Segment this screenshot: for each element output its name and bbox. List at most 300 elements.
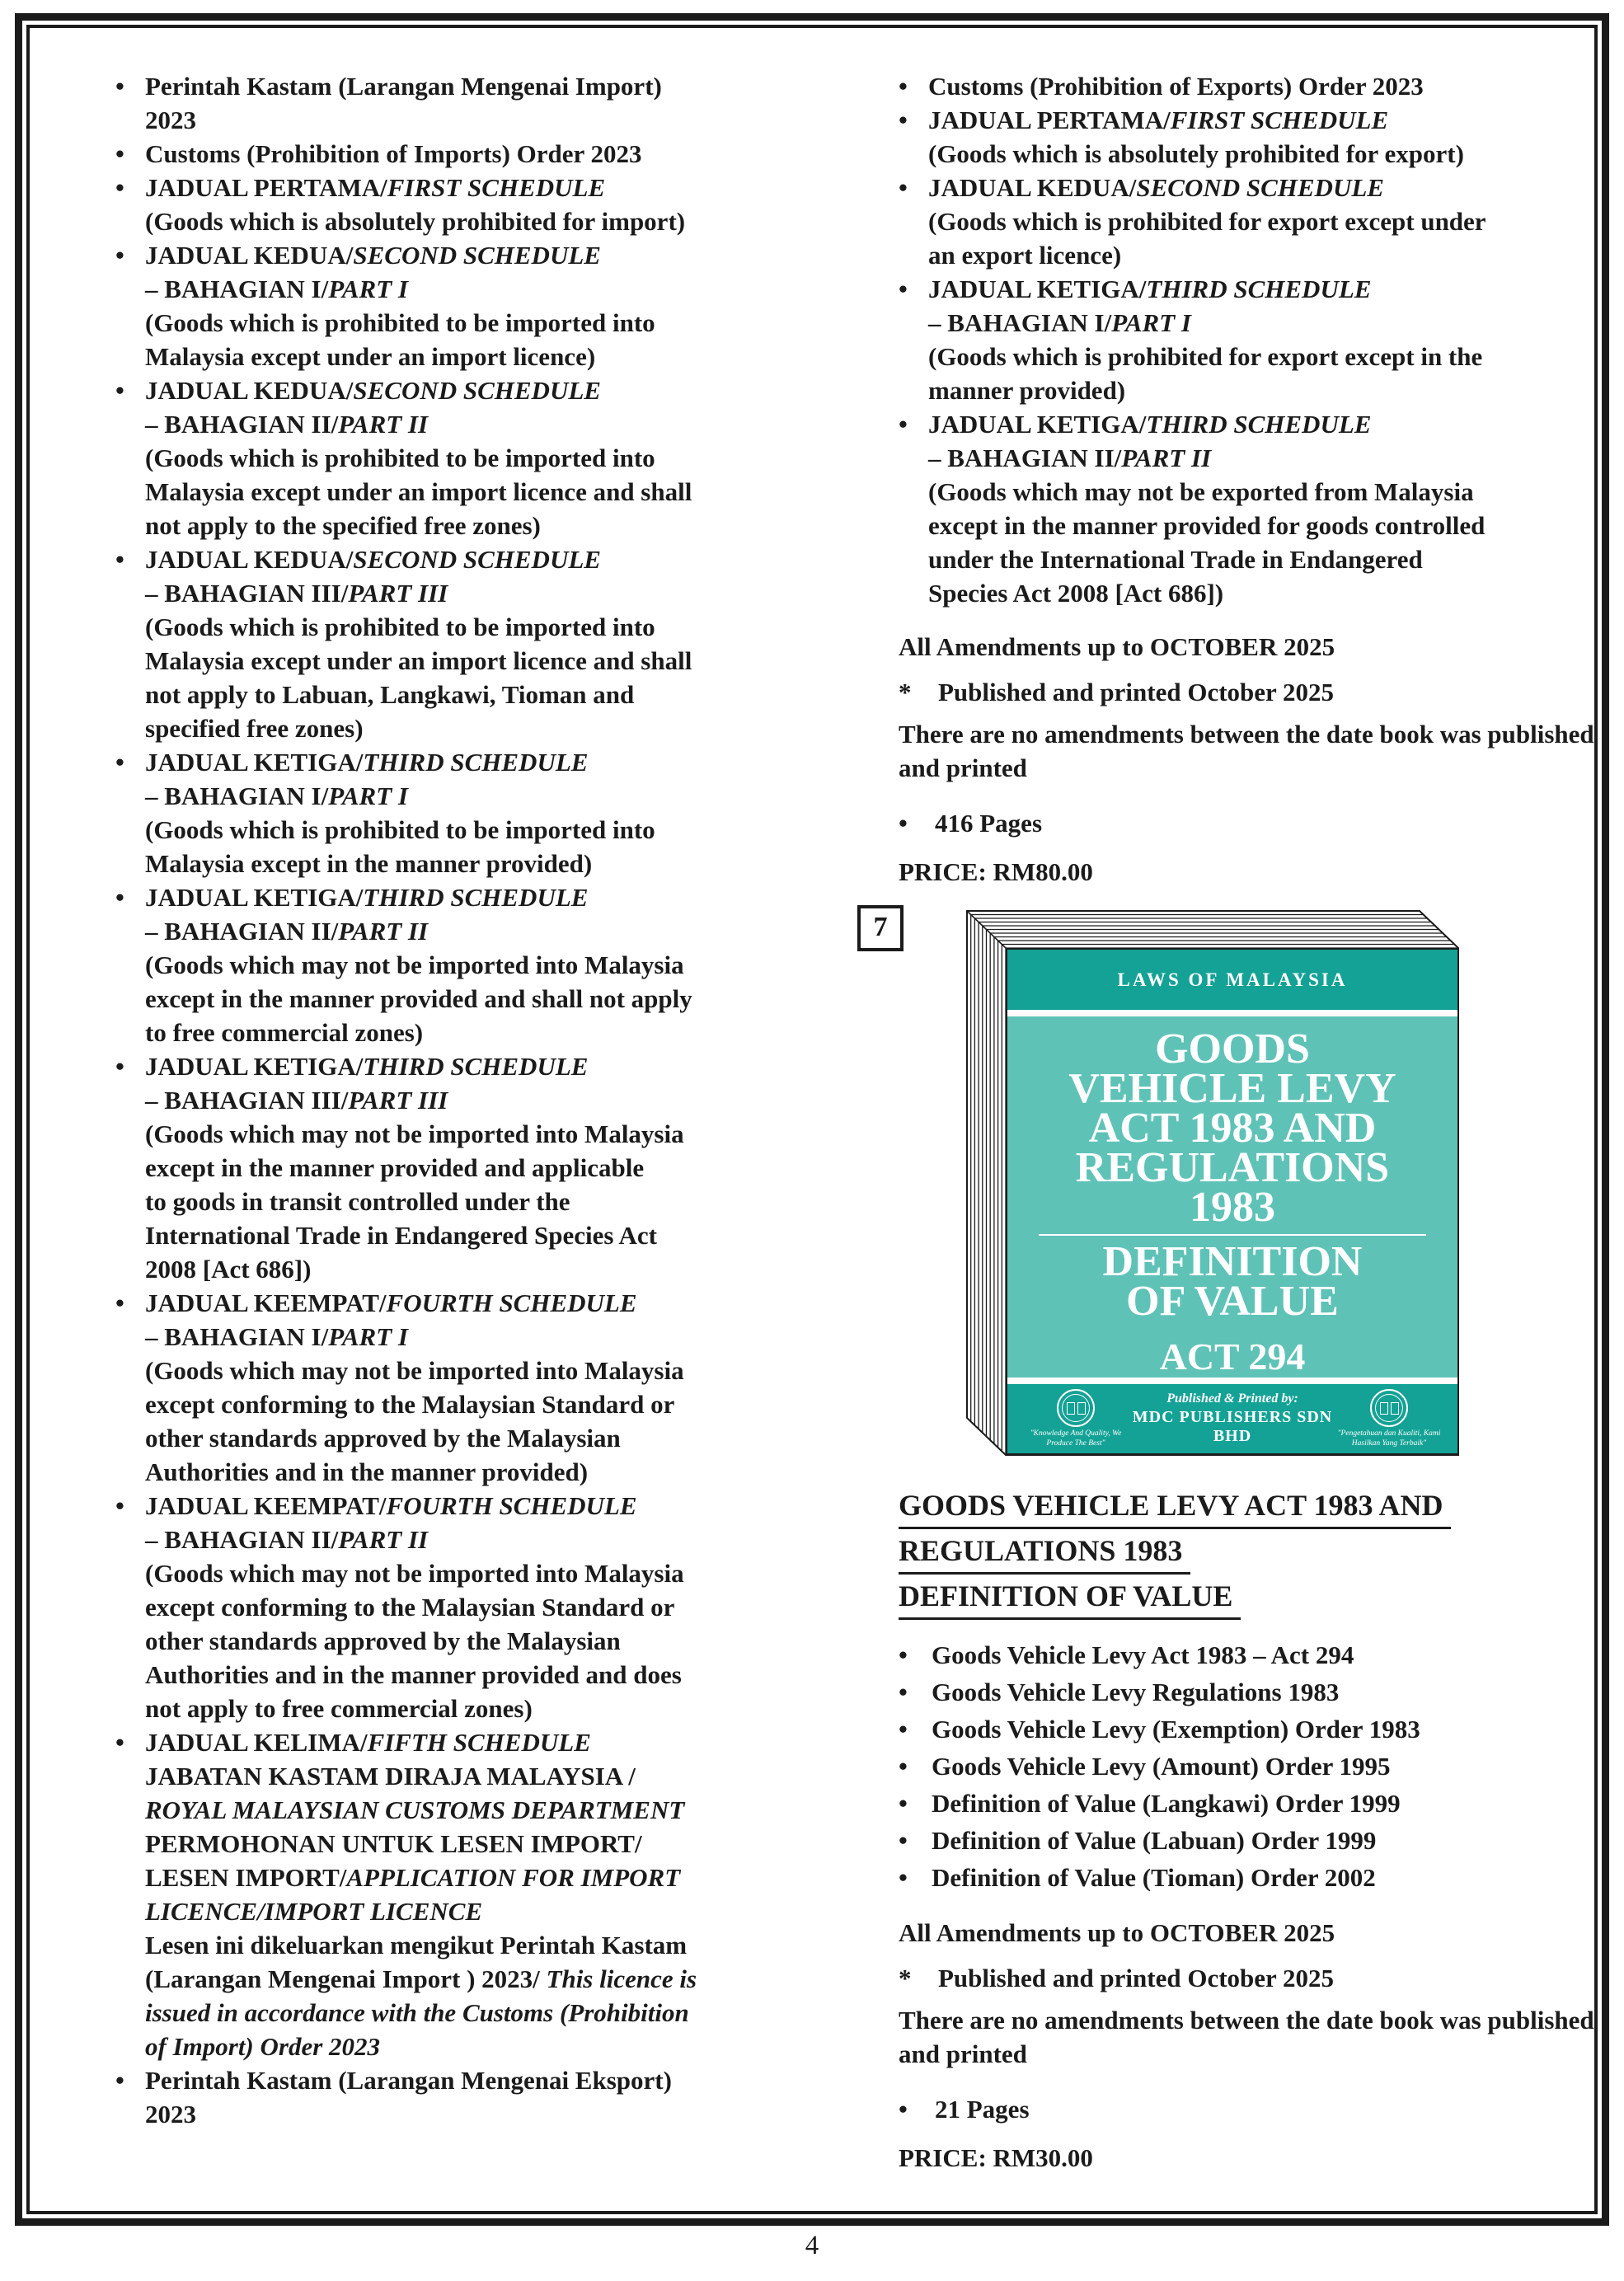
text-run: – BAHAGIAN II/ (145, 917, 339, 946)
text-run: JADUAL KEEMPAT/ (145, 1288, 387, 1317)
amendments-note: All Amendments up to OCTOBER 2025 (899, 1918, 1335, 1947)
text-run: JADUAL KELIMA/ (145, 1728, 368, 1757)
bullet-marker: • (899, 275, 908, 303)
text-run: 2023 (145, 2100, 196, 2128)
text-line (145, 1624, 812, 1658)
text-run: specified free zones) (145, 714, 364, 743)
text-line (145, 1894, 812, 1928)
text-line (928, 272, 1599, 306)
list-item-text (928, 171, 1599, 272)
bullet-marker: • (115, 1288, 124, 1317)
text-run: FIFTH SCHEDULE (367, 1728, 591, 1757)
text-run: Species Act 2008 [Act 686]) (928, 579, 1224, 608)
text-run: Perintah Kastam (Larangan Mengenai Import) (145, 72, 662, 101)
cover-title-line: 1983 (1190, 1184, 1275, 1231)
bullet-marker: • (115, 1052, 124, 1081)
product-contents-list (899, 1636, 1599, 1896)
text-line (145, 745, 812, 779)
text-line (145, 880, 812, 914)
text-line (145, 1117, 812, 1151)
text-run: THIRD SCHEDULE (1146, 410, 1372, 439)
cover-title-line: GOODS (1155, 1026, 1310, 1072)
no-amendments-note: There are no amendments between the date book was published and printed (899, 720, 1594, 782)
text-run: of Import) Order 2023 (145, 2032, 381, 2061)
text-run: to free commercial zones) (145, 1018, 424, 1047)
text-run: Authorities and in the manner provided and does (145, 1660, 682, 1689)
text-run: JADUAL KEDUA/ (928, 173, 1137, 202)
text-run: – BAHAGIAN III/ (145, 579, 349, 608)
text-line (928, 137, 1599, 171)
bullet-marker: • (115, 748, 124, 777)
bullet-marker: • (115, 883, 124, 912)
text-run: not apply to the specified free zones) (145, 511, 541, 540)
text-run: manner provided) (928, 376, 1126, 405)
text-line (928, 171, 1599, 204)
text-run: not apply to free commercial zones) (145, 1694, 533, 1723)
list-item-text (145, 1489, 812, 1725)
text-line (145, 171, 812, 204)
product-heading-line (899, 1575, 1599, 1620)
right-column (899, 69, 1599, 889)
text-run: THIRD SCHEDULE (363, 748, 589, 777)
text-run: PERMOHONAN UNTUK LESEN IMPORT/ (145, 1829, 642, 1858)
text-line (145, 1692, 812, 1725)
page-number: 4 (805, 2231, 819, 2260)
cover-series-band (1007, 950, 1457, 1010)
list-item (115, 171, 812, 238)
list-item-text: Goods Vehicle Levy Regulations 1983 (932, 1678, 1340, 1706)
list-item-text (928, 69, 1599, 103)
product-heading-text: GOODS VEHICLE LEVY ACT 1983 AND (899, 1484, 1451, 1529)
bullet-marker: • (115, 241, 124, 270)
text-run: FOURTH SCHEDULE (386, 1288, 637, 1317)
bullet-marker: • (899, 2095, 908, 2124)
bullet-marker: • (899, 809, 908, 838)
text-line (145, 1590, 812, 1624)
book-glyph-icon (1067, 1402, 1075, 1415)
list-item (115, 373, 812, 542)
bullet-marker: • (899, 1752, 908, 1781)
text-line (145, 1962, 812, 1996)
publisher-logo-left (1022, 1389, 1129, 1448)
logo-caption-right: "Pengetahuan dan Kualiti, Kami Hasilkan Yang Terbaik" (1337, 1429, 1441, 1448)
left-column (115, 69, 812, 2131)
product-heading-line (899, 1484, 1599, 1529)
list-item (899, 1822, 1599, 1859)
bullet-marker: • (115, 545, 124, 574)
text-run: PART I (328, 1322, 408, 1351)
logo-caption-left: "Knowledge And Quality, We Produce The Best" (1030, 1429, 1122, 1448)
list-item (115, 238, 812, 373)
text-run: (Larangan Mengenai Import ) 2023/ (145, 1964, 547, 1993)
price-label: PRICE: RM30.00 (899, 2143, 1093, 2172)
product-description (899, 1484, 1599, 2175)
text-line (928, 509, 1599, 542)
list-item (899, 1673, 1599, 1711)
text-line (145, 1016, 812, 1049)
text-run: International Trade in Endangered Species Act (145, 1221, 657, 1250)
bullet-marker: • (899, 1826, 908, 1855)
list-item-text (928, 103, 1599, 171)
text-line (145, 1523, 812, 1556)
text-run: other standards approved by the Malaysian (145, 1424, 621, 1453)
text-line (145, 1354, 812, 1387)
text-run: – BAHAGIAN II/ (928, 444, 1122, 472)
list-item-text (145, 171, 812, 238)
text-run: (Goods which is prohibited for export except in the (928, 342, 1483, 371)
text-run: JADUAL KETIGA/ (928, 275, 1147, 303)
text-line (928, 475, 1599, 509)
product-heading-text: DEFINITION OF VALUE (899, 1575, 1241, 1620)
list-item-text (145, 542, 812, 745)
text-line (928, 542, 1599, 576)
text-line (145, 1793, 812, 1827)
text-line (145, 103, 812, 137)
text-run: JADUAL KEDUA/ (145, 376, 354, 405)
publisher-label: Published & Printed by: (1166, 1392, 1298, 1406)
cover-body (1007, 1016, 1457, 1378)
text-line (928, 340, 1599, 373)
text-run: SECOND SCHEDULE (1136, 173, 1384, 202)
list-item (115, 69, 812, 137)
bullet-marker: • (115, 2066, 124, 2095)
list-item-text (145, 1725, 812, 2063)
text-run: SECOND SCHEDULE (353, 545, 601, 574)
published-note-text: Published and printed October 2025 (938, 1964, 1335, 1992)
text-run: an export licence) (928, 241, 1122, 270)
list-item-text (928, 272, 1599, 407)
text-run: Malaysia except under an import licence and shall (145, 646, 692, 675)
list-item (115, 1049, 812, 1286)
text-line (928, 576, 1599, 610)
text-run: (Goods which is prohibited to be imported into (145, 444, 655, 472)
text-line (145, 914, 812, 948)
text-line (928, 441, 1599, 475)
cover-separator (1007, 1010, 1457, 1016)
text-line (145, 204, 812, 238)
text-line (145, 576, 812, 610)
text-run: Malaysia except under an import licence) (145, 342, 596, 371)
text-run: 2008 [Act 686]) (145, 1255, 312, 1284)
text-run: JADUAL KEEMPAT/ (145, 1491, 387, 1520)
text-line (145, 1421, 812, 1455)
product-heading (899, 1484, 1599, 1620)
book-cover (1006, 948, 1459, 1455)
text-run: (Goods which may not be imported into Malaysia (145, 1559, 684, 1588)
list-item (115, 2063, 812, 2131)
list-item-text (145, 1286, 812, 1489)
cover-title-line: ACT 1983 AND (1088, 1105, 1377, 1152)
mdc-books-icon (1057, 1389, 1095, 1427)
no-amendments-note: There are no amendments between the date book was published and printed (899, 2006, 1594, 2068)
text-run: (Goods which is prohibited for export except under (928, 207, 1486, 236)
text-run: – BAHAGIAN I/ (145, 781, 329, 810)
text-run: except in the manner provided for goods controlled (928, 511, 1486, 540)
book-glyph-icon (1391, 1402, 1399, 1415)
text-line (145, 1556, 812, 1590)
text-run: JADUAL KEDUA/ (145, 545, 354, 574)
text-line (145, 542, 812, 576)
text-line (928, 373, 1599, 407)
text-line (145, 1455, 812, 1489)
text-line (145, 238, 812, 272)
text-line (145, 373, 812, 407)
cover-rule (1039, 1234, 1426, 1236)
text-run: under the International Trade in Endangered (928, 545, 1423, 574)
text-run: FOURTH SCHEDULE (386, 1491, 637, 1520)
published-note (899, 675, 1599, 709)
text-line (145, 2063, 812, 2097)
list-item (899, 1636, 1599, 1673)
list-item (115, 1489, 812, 1725)
list-item-text (145, 238, 812, 373)
text-line (928, 204, 1599, 238)
page-count-text: 21 Pages (935, 2095, 1030, 2124)
bullet-marker: • (115, 1491, 124, 1520)
text-run: – BAHAGIAN I/ (145, 275, 329, 303)
text-run: PART I (328, 781, 408, 810)
text-line (145, 1387, 812, 1421)
text-line (145, 644, 812, 678)
text-run: THIRD SCHEDULE (1146, 275, 1372, 303)
text-line (145, 1218, 812, 1252)
text-line (145, 1151, 812, 1185)
text-line (145, 1658, 812, 1692)
list-item-text: Definition of Value (Labuan) Order 1999 (932, 1826, 1377, 1855)
text-line (145, 1759, 812, 1793)
text-line (145, 948, 812, 982)
text-run: – BAHAGIAN III/ (145, 1086, 349, 1115)
text-run: issued in accordance with the Customs (Prohibition (145, 1998, 689, 2027)
text-run: FIRST SCHEDULE (387, 173, 606, 202)
list-item (115, 745, 812, 880)
text-run: LICENCE/IMPORT LICENCE (145, 1897, 483, 1926)
text-run: APPLICATION FOR IMPORT (346, 1863, 681, 1892)
list-item-text (145, 69, 812, 137)
bullet-marker: • (115, 376, 124, 405)
text-run: to goods in transit controlled under the (145, 1187, 570, 1216)
text-line (145, 847, 812, 880)
bullet-marker: • (115, 1728, 124, 1757)
text-run: JADUAL KETIGA/ (145, 748, 364, 777)
list-item-text: Goods Vehicle Levy Act 1983 – Act 294 (932, 1640, 1354, 1669)
text-run: THIRD SCHEDULE (363, 1052, 589, 1081)
list-item-text: Definition of Value (Tioman) Order 2002 (932, 1863, 1376, 1892)
text-line (145, 69, 812, 103)
text-run: THIRD SCHEDULE (363, 883, 589, 912)
list-item-text (928, 407, 1599, 610)
publisher-logo-right (1335, 1389, 1443, 1448)
catalog-number-box: 7 (857, 905, 904, 951)
text-run: PART III (348, 1086, 448, 1115)
bullet-marker: • (899, 1678, 908, 1706)
list-item-text (145, 880, 812, 1049)
list-item (115, 542, 812, 745)
cover-subtitle-line: OF VALUE (1126, 1278, 1339, 1325)
text-line (145, 813, 812, 847)
text-line (145, 678, 812, 711)
list-item-text (145, 2063, 812, 2131)
list-item-text (145, 1049, 812, 1286)
cover-subtitle-line: DEFINITION (1102, 1238, 1363, 1285)
page-count (899, 2092, 1599, 2126)
text-line (928, 238, 1599, 272)
list-item (899, 272, 1599, 407)
text-run: PART II (338, 1525, 429, 1554)
text-run: JADUAL KETIGA/ (145, 883, 364, 912)
text-run: JADUAL PERTAMA/ (928, 106, 1171, 134)
list-item-text: Definition of Value (Langkawi) Order 1999 (932, 1789, 1401, 1818)
text-line (145, 509, 812, 542)
price-label: PRICE: RM80.00 (899, 857, 1093, 886)
text-line (145, 1996, 812, 2030)
text-run: JADUAL KEDUA/ (145, 241, 354, 270)
text-run: JABATAN KASTAM DIRAJA MALAYSIA / (145, 1762, 636, 1791)
list-item-text (145, 745, 812, 880)
text-run: Malaysia except under an import licence and shall (145, 477, 692, 506)
cover-series-title: LAWS OF MALAYSIA (1117, 969, 1348, 990)
text-run: Perintah Kastam (Larangan Mengenai Eksport) (145, 2066, 672, 2095)
text-run: Customs (Prohibition of Imports) Order 2023 (145, 139, 642, 168)
list-item (115, 1286, 812, 1489)
text-line (145, 779, 812, 813)
text-line (145, 1320, 812, 1354)
text-run: PART II (1121, 444, 1212, 472)
list-item (115, 137, 812, 171)
bullet-marker: • (115, 173, 124, 202)
text-line (928, 103, 1599, 137)
text-line (145, 340, 812, 373)
text-line (145, 1928, 812, 1962)
text-run: (Goods which is prohibited to be imported into (145, 612, 655, 641)
list-item (899, 1785, 1599, 1822)
text-line (145, 1827, 812, 1861)
bullet-marker: • (115, 72, 124, 101)
text-run: except conforming to the Malaysian Standard or (145, 1390, 675, 1419)
cover-title (1007, 1026, 1457, 1231)
text-run: (Goods which may not be imported into Malaysia (145, 950, 684, 979)
list-item (115, 880, 812, 1049)
text-run: (Goods which is prohibited to be imported into (145, 308, 655, 337)
text-run: ROYAL MALAYSIAN CUSTOMS DEPARTMENT (145, 1795, 685, 1824)
text-run: – BAHAGIAN I/ (928, 308, 1112, 337)
text-run: (Goods which is absolutely prohibited for import) (145, 207, 686, 236)
bullet-marker: • (899, 1715, 908, 1744)
text-line (145, 306, 812, 340)
bullet-marker: • (899, 1640, 908, 1669)
text-line (145, 272, 812, 306)
text-run: (Goods which may not be imported into Malaysia (145, 1356, 684, 1385)
list-item-text (145, 373, 812, 542)
bullet-marker: • (899, 1789, 908, 1818)
right-column-items (899, 69, 1599, 610)
bullet-marker: • (115, 139, 124, 168)
cover-act-number: ACT 294 (1159, 1335, 1306, 1378)
text-line (145, 982, 812, 1016)
page-count (899, 806, 1599, 840)
text-run: SECOND SCHEDULE (353, 241, 601, 270)
text-run: This licence is (546, 1964, 697, 1993)
text-line (145, 137, 812, 171)
list-item (899, 1859, 1599, 1896)
list-item (899, 1711, 1599, 1748)
text-run: JADUAL KETIGA/ (928, 410, 1147, 439)
list-item-text: Goods Vehicle Levy (Exemption) Order 1983 (932, 1715, 1420, 1744)
cover-title-line: VEHICLE LEVY (1068, 1065, 1396, 1112)
text-run: SECOND SCHEDULE (353, 376, 601, 405)
text-line (145, 441, 812, 475)
text-run: not apply to Labuan, Langkawi, Tioman and (145, 680, 635, 709)
text-run: except in the manner provided and shall not apply (145, 984, 692, 1013)
publisher-info (1129, 1392, 1335, 1446)
text-run: FIRST SCHEDULE (1170, 106, 1389, 134)
text-line (145, 1252, 812, 1286)
text-run: 2023 (145, 106, 196, 134)
list-item (899, 407, 1599, 610)
list-item (899, 171, 1599, 272)
text-line (145, 2030, 812, 2063)
list-item (899, 1748, 1599, 1785)
text-run: (Goods which may not be imported into Malaysia (145, 1119, 684, 1148)
list-item-text (145, 137, 812, 171)
text-run: JADUAL KETIGA/ (145, 1052, 364, 1081)
published-note (899, 1961, 1599, 1995)
text-run: (Goods which may not be exported from Malaysia (928, 477, 1474, 506)
text-line (145, 1049, 812, 1083)
text-run: Malaysia except in the manner provided) (145, 849, 593, 878)
text-line (928, 306, 1599, 340)
text-run: PART I (328, 275, 408, 303)
cover-publisher-band (1007, 1384, 1457, 1453)
text-run: Authorities and in the manner provided) (145, 1457, 589, 1486)
text-run: PART III (348, 579, 448, 608)
text-line (145, 610, 812, 644)
text-run: – BAHAGIAN II/ (145, 1525, 339, 1554)
bullet-marker: • (899, 410, 908, 439)
text-run: PART I (1111, 308, 1191, 337)
text-run: JADUAL PERTAMA/ (145, 173, 387, 202)
bullet-marker: • (899, 106, 908, 134)
text-run: Lesen ini dikeluarkan mengikut Perintah Kastam (145, 1931, 688, 1960)
page-count-text: 416 Pages (935, 809, 1043, 838)
text-run: except conforming to the Malaysian Standard or (145, 1593, 675, 1622)
text-line (145, 407, 812, 441)
text-run: PART II (338, 410, 429, 439)
asterisk-marker: * (899, 678, 912, 706)
amendments-note: All Amendments up to OCTOBER 2025 (899, 632, 1335, 661)
cover-title-line: REGULATIONS (1075, 1144, 1390, 1191)
text-run: Customs (Prohibition of Exports) Order 2023 (928, 72, 1424, 101)
published-note-text: Published and printed October 2025 (938, 678, 1335, 706)
text-run: LESEN IMPORT/ (145, 1863, 347, 1892)
text-line (145, 1286, 812, 1320)
asterisk-marker: * (899, 1964, 912, 1992)
text-line (145, 1861, 812, 1894)
list-item-text: Goods Vehicle Levy (Amount) Order 1995 (932, 1752, 1391, 1781)
text-run: – BAHAGIAN II/ (145, 410, 339, 439)
text-run: except in the manner provided and applicable (145, 1153, 645, 1182)
text-line (145, 1083, 812, 1117)
list-item (899, 69, 1599, 103)
product-heading-text: REGULATIONS 1983 (899, 1529, 1190, 1575)
bullet-marker: • (899, 1863, 908, 1892)
text-run: (Goods which is absolutely prohibited for export) (928, 139, 1464, 168)
text-run: (Goods which is prohibited to be imported into (145, 815, 655, 844)
text-line (145, 1489, 812, 1523)
buku-books-icon (1370, 1389, 1408, 1427)
text-run: other standards approved by the Malaysian (145, 1626, 621, 1655)
publisher-name: MDC PUBLISHERS SDN BHD (1132, 1408, 1333, 1445)
